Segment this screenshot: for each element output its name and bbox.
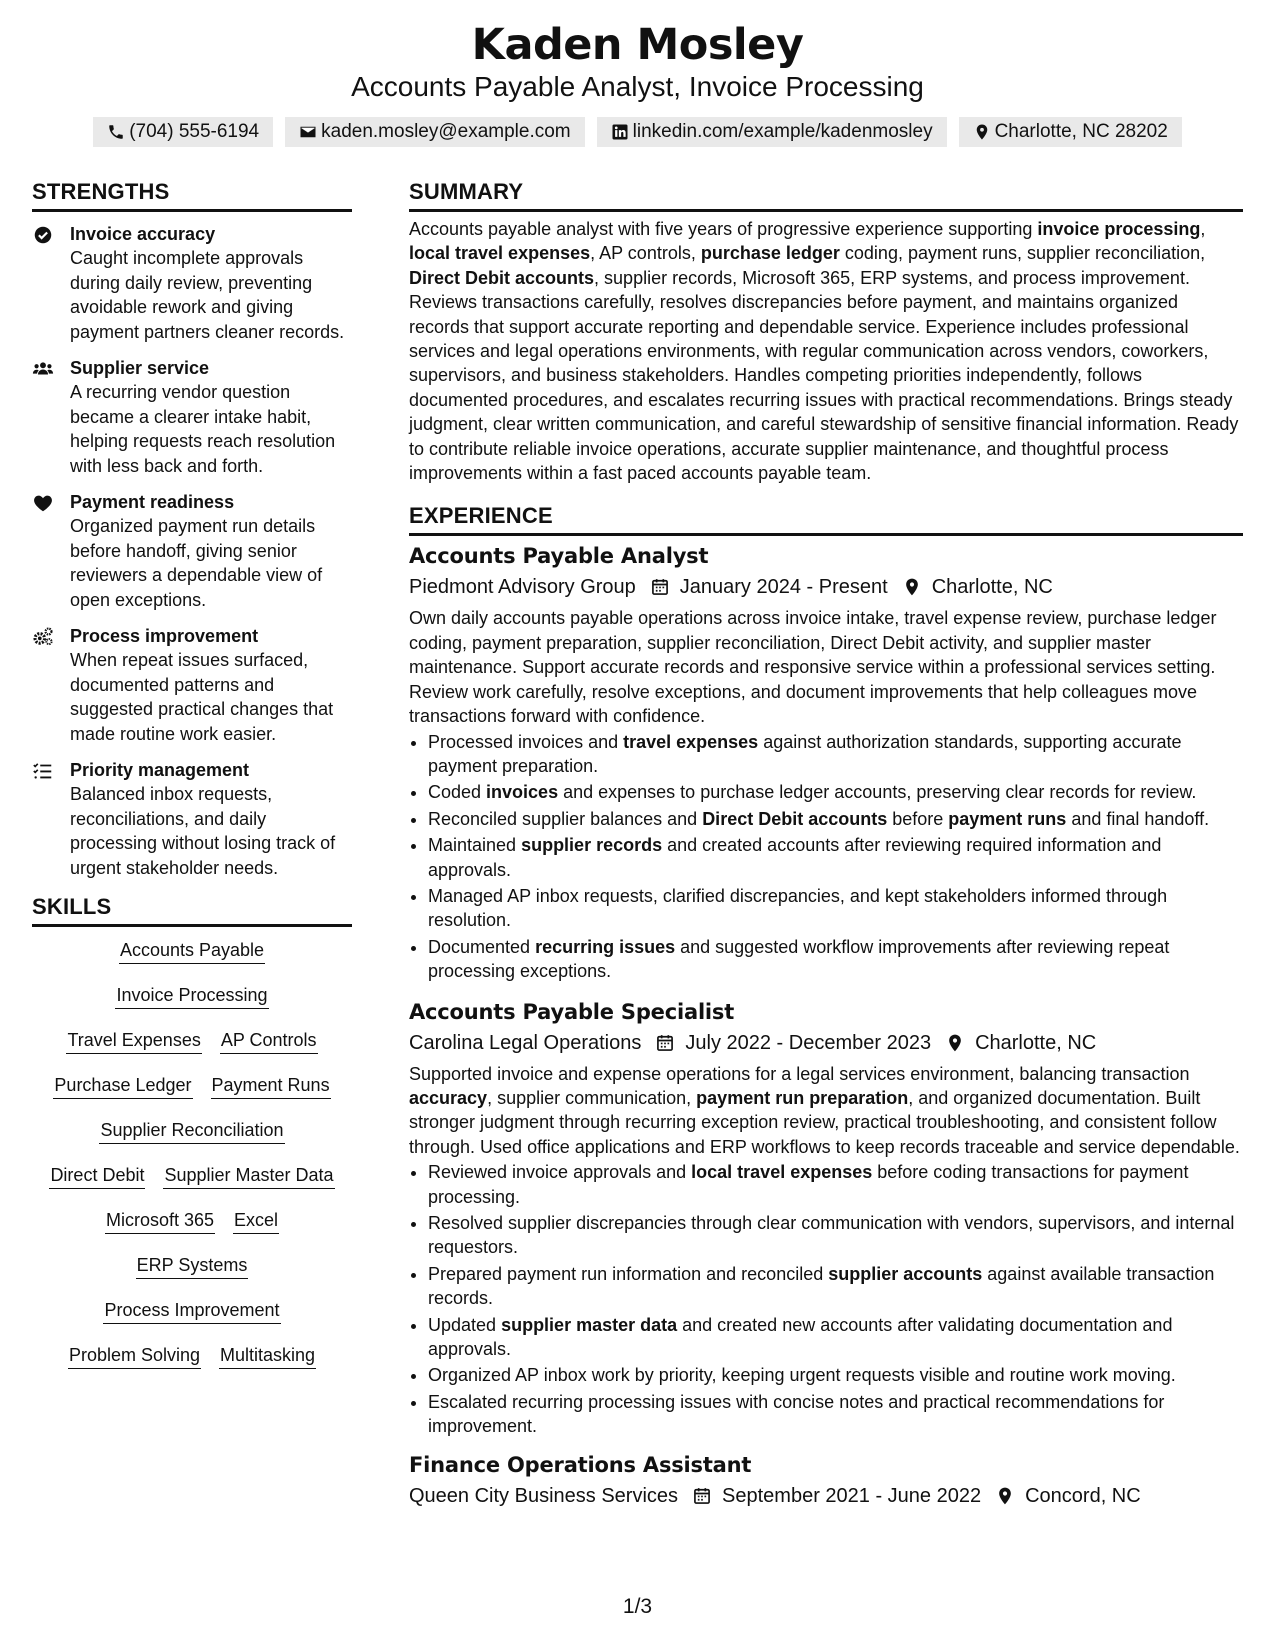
skill-row: [32, 1207, 352, 1252]
summary-text: [409, 217, 1243, 485]
envelope-icon: [299, 123, 317, 141]
job-description: [409, 1062, 1243, 1160]
skill-row: [32, 1252, 352, 1297]
text-run: and final handoff.: [1066, 808, 1210, 829]
strength-item: [32, 222, 352, 344]
job-entry: [409, 541, 1243, 983]
bold-text: payment run preparation: [696, 1087, 909, 1108]
job-description: [409, 606, 1243, 728]
job-meta: [409, 1028, 1243, 1058]
text-run: against available transaction records.: [428, 1263, 1215, 1309]
text-run: ,: [1200, 219, 1206, 239]
job-dates: July 2022 - December 2023: [685, 1031, 932, 1054]
contact-phone[interactable]: [93, 117, 273, 147]
skill-row: [32, 937, 352, 982]
skill-tag: ERP Systems: [136, 1252, 249, 1279]
text-run: Resolved supplier discrepancies through clear communication with vendors, supervisors, and internal requestors.: [428, 1213, 1235, 1258]
bold-text: invoices: [486, 782, 559, 803]
right-column: [409, 178, 1243, 1511]
text-run: and suggested workflow improvements after reviewing repeat processing exceptions.: [428, 936, 1170, 982]
text-run: , AP controls,: [590, 243, 701, 264]
text-run: before: [887, 808, 949, 829]
job-bullets: [409, 1160, 1243, 1438]
calendar-icon: [650, 577, 670, 597]
skill-row: [32, 1297, 352, 1342]
text-run: and expenses to purchase ledger accounts, preserving clear records for review.: [558, 782, 1197, 803]
experience-heading: EXPERIENCE: [409, 502, 1243, 536]
text-run: Coded: [428, 782, 487, 803]
job-entry: [409, 997, 1243, 1439]
skill-tag: Multitasking: [219, 1342, 316, 1369]
job-meta: [409, 1481, 1243, 1511]
strength-title: Invoice accuracy: [70, 224, 216, 244]
calendar-icon: [655, 1033, 675, 1053]
job-title: Accounts Payable Analyst: [409, 544, 709, 569]
bold-text: purchase ledger: [700, 243, 840, 264]
job-bullets: [409, 730, 1243, 984]
text-run: , supplier communication,: [487, 1087, 697, 1108]
job-company: Piedmont Advisory Group: [409, 576, 636, 599]
bold-text: invoice processing: [1037, 219, 1201, 239]
skill-tag: Travel Expenses: [66, 1027, 201, 1054]
job-bullet: [428, 1211, 1243, 1260]
skill-tag: Process Improvement: [103, 1297, 280, 1324]
candidate-headline: Accounts Payable Analyst, Invoice Processing: [351, 71, 924, 102]
phone-icon: [107, 123, 125, 141]
linkedin-icon: [611, 123, 629, 141]
skill-tag: Direct Debit: [49, 1162, 145, 1189]
contact-bar: [0, 117, 1275, 147]
job-company: Queen City Business Services: [409, 1484, 679, 1507]
job-bullet: [428, 1313, 1243, 1362]
map-pin-icon: [902, 577, 922, 597]
skill-row: [32, 1162, 352, 1207]
text-run: Processed invoices and: [428, 731, 624, 752]
text-run: Supported invoice and expense operations for a legal services environment, balancing transaction: [409, 1063, 1190, 1084]
left-column: [32, 178, 352, 1387]
job-entry: [409, 1450, 1243, 1511]
job-bullet: [428, 1363, 1243, 1387]
job-dates: September 2021 - June 2022: [722, 1484, 982, 1507]
skill-tag: AP Controls: [220, 1027, 318, 1054]
strength-item: [32, 356, 352, 478]
skill-row: [32, 1072, 352, 1117]
skill-tag: Supplier Master Data: [163, 1162, 334, 1189]
strengths-heading: STRENGTHS: [32, 178, 352, 212]
text-run: Reviewed invoice approvals and: [428, 1162, 692, 1183]
text-run: coding, payment runs, supplier reconciliation,: [839, 243, 1206, 264]
text-run: Escalated recurring processing issues with concise notes and practical recommendations for improvement.: [428, 1391, 1165, 1437]
job-location: Charlotte, NC: [975, 1031, 1097, 1054]
skill-tag: Invoice Processing: [115, 982, 268, 1009]
text-run: Accounts payable analyst with five years of progressive experience supporting: [409, 219, 1038, 239]
skill-tag: Excel: [233, 1207, 279, 1234]
skill-row: [32, 982, 352, 1027]
skill-tag: Microsoft 365: [105, 1207, 215, 1234]
job-bullet: [428, 833, 1243, 882]
job-bullet: [428, 884, 1243, 933]
text-run: Reconciled supplier balances and: [428, 808, 703, 829]
text-run: Own daily accounts payable operations across invoice intake, travel expense review, purchase ledger coding, payment preparation, supplier reconciliation, Direct Debit activity, and supplier master maintenance. Support accurate records and responsive service within a professional services setting. Review work carefully, resolve exceptions, and document improvements that help colleagues move transactions forward with confidence.: [409, 608, 1217, 727]
bold-text: travel expenses: [623, 731, 759, 752]
job-location: Concord, NC: [1025, 1484, 1141, 1507]
strengths-list: [32, 222, 352, 880]
job-bullet: [428, 1390, 1243, 1439]
bold-text: local travel expenses: [409, 243, 591, 264]
strength-item: [32, 624, 352, 746]
strength-title: Process improvement: [70, 626, 259, 646]
text-run: before coding transactions for payment processing.: [428, 1162, 1189, 1207]
skills-heading: SKILLS: [32, 893, 352, 927]
text-run: Maintained: [428, 835, 522, 856]
resume-header: [0, 18, 1275, 147]
job-bullet: [428, 935, 1243, 984]
strength-item: [32, 490, 352, 612]
gears-icon: [32, 626, 54, 648]
strength-title: Payment readiness: [70, 492, 235, 512]
bold-text: Direct Debit accounts: [702, 808, 888, 829]
text-run: Updated: [428, 1314, 502, 1335]
contact-text: kaden.mosley@example.com: [321, 121, 571, 142]
skill-row: [32, 1117, 352, 1162]
skill-tag: Purchase Ledger: [53, 1072, 192, 1099]
strength-title: Priority management: [70, 760, 250, 780]
map-pin-icon: [973, 123, 991, 141]
bold-text: supplier records: [521, 835, 663, 856]
text-run: , supplier records, Microsoft 365, ERP systems, and process improvement. Reviews transactions carefully, resolves discrepancies before payment, and maintains organized records that support accurate reporting and dependable service. Experience includes professional services and legal operations environments, with regular communication across vendors, coworkers, supervisors, and business stakeholders. Handles competing priorities independently, follows documented procedures, and escalates recurring issues with practical recommendations. Brings steady judgment, clear written communication, and careful stewardship of sensitive financial information. Ready to contribute reliable invoice operations, accurate supplier maintenance, and thoughtful process improvements within a fast paced accounts payable team.: [409, 267, 1239, 484]
contact-location: [959, 117, 1182, 147]
strength-description: When repeat issues surfaced, documented patterns and suggested practical changes that made routine work easier.: [70, 650, 334, 744]
skill-tag: Supplier Reconciliation: [99, 1117, 284, 1144]
job-bullet: [428, 730, 1243, 779]
job-title: Finance Operations Assistant: [409, 1452, 752, 1477]
strength-description: A recurring vendor question became a clearer intake habit, helping requests reach resolution with less back and forth.: [70, 382, 336, 476]
bold-text: supplier master data: [501, 1314, 678, 1335]
skill-tag: Problem Solving: [68, 1342, 201, 1369]
users-icon: [32, 358, 54, 380]
skill-row: [32, 1027, 352, 1072]
summary-heading: SUMMARY: [409, 178, 1243, 212]
strength-item: [32, 758, 352, 880]
text-run: Managed AP inbox requests, clarified discrepancies, and kept stakeholders informed through resolution.: [428, 885, 1168, 931]
bold-text: accuracy: [409, 1087, 488, 1108]
skill-tag: Accounts Payable: [119, 937, 265, 964]
bold-text: supplier accounts: [828, 1263, 983, 1284]
job-bullet: [428, 807, 1243, 831]
bold-text: recurring issues: [535, 936, 676, 957]
text-run: and created new accounts after validating documentation and approvals.: [428, 1314, 1173, 1360]
heart-icon: [32, 492, 54, 514]
job-dates: January 2024 - Present: [679, 576, 888, 599]
task-list-icon: [32, 760, 54, 782]
job-bullet: [428, 1160, 1243, 1209]
job-meta: [409, 572, 1243, 602]
text-run: Prepared payment run information and reconciled: [428, 1263, 829, 1284]
skill-tag: Payment Runs: [211, 1072, 331, 1099]
candidate-name: Kaden Mosley: [471, 20, 804, 70]
strength-description: Organized payment run details before handoff, giving senior reviewers a dependable view of open exceptions.: [70, 516, 323, 610]
bold-text: payment runs: [948, 808, 1067, 829]
bold-text: local travel expenses: [691, 1162, 873, 1183]
skill-row: [32, 1342, 352, 1387]
text-run: against authorization standards, supporting accurate payment preparation.: [428, 731, 1182, 776]
map-pin-icon: [945, 1033, 965, 1053]
job-company: Carolina Legal Operations: [409, 1031, 642, 1054]
text-run: , and organized documentation. Built stronger judgment through recurring exception review, practical troubleshooting, and consistent follow through. Used office applications and ERP workflows to keep records traceable and service dependable.: [409, 1087, 1240, 1157]
text-run: and created accounts after reviewing required information and approvals.: [428, 835, 1162, 880]
contact-linkedin[interactable]: [597, 117, 947, 147]
check-circle-icon: [32, 224, 54, 246]
job-location: Charlotte, NC: [931, 576, 1053, 599]
job-bullet: [428, 780, 1243, 804]
strength-title: Supplier service: [70, 358, 210, 378]
text-run: Documented: [428, 936, 536, 957]
map-pin-icon: [995, 1486, 1015, 1506]
skills-list: [32, 937, 352, 1387]
contact-text: linkedin.com/example/kadenmosley: [632, 121, 933, 142]
job-title: Accounts Payable Specialist: [409, 999, 735, 1024]
job-bullet: [428, 1262, 1243, 1311]
bold-text: Direct Debit accounts: [409, 267, 595, 288]
strength-description: Caught incomplete approvals during daily review, preventing avoidable rework and giving payment partners cleaner records.: [70, 248, 345, 342]
contact-text: (704) 555-6194: [129, 121, 260, 142]
contact-text: Charlotte, NC 28202: [994, 121, 1168, 142]
page-number: 1/3: [622, 1595, 653, 1618]
strength-description: Balanced inbox requests, reconciliations, and daily processing without losing track of urgent stakeholder needs.: [70, 784, 336, 878]
contact-email[interactable]: [285, 117, 585, 147]
calendar-icon: [692, 1486, 712, 1506]
text-run: Organized AP inbox work by priority, keeping urgent requests visible and routine work moving.: [428, 1365, 1176, 1386]
